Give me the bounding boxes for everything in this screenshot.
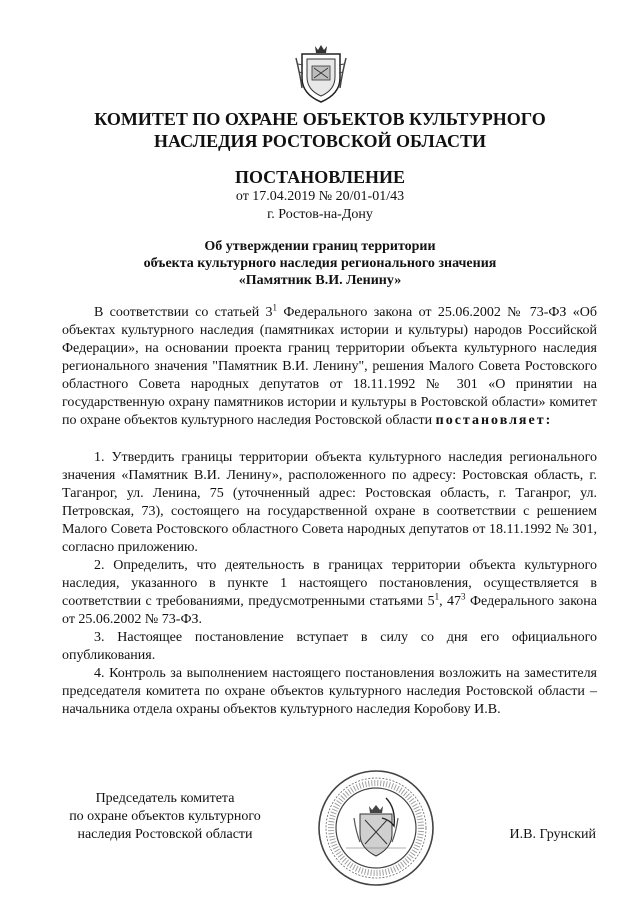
preamble-superscript: 1	[272, 302, 278, 313]
item-2-paragraph	[62, 557, 597, 629]
preamble-paragraph	[62, 304, 597, 430]
item-1-paragraph: 1. Утвердить границы территории объекта культурного наследия регионального значения «Памятник В.И. Ленину», расположенного по адресу: Ростовская область, г. Таганрог, ул. Ленина, 75 (уточненный адрес: Ростовская область, г. Таганрог, ул. Петровская, 73), состоящего на государственной охране в соответствии с решением Малого Совета Ростовского областного Совета народных депутатов от 18.11.1992 № 301, согласно приложению.	[62, 450, 597, 555]
position-line1: Председатель комитета	[95, 791, 235, 806]
subject-line1: Об утверждении границ территории	[204, 239, 436, 254]
signer-name: И.В. Грунский	[509, 827, 596, 842]
subject-line2: объекта культурного наследия регионального значения	[143, 256, 497, 271]
item-2-text-2: , 47	[439, 594, 462, 609]
document-meta	[60, 188, 580, 224]
position-line2: по охране объектов культурного	[69, 809, 261, 824]
document-date-number: от 17.04.2019 № 20/01-01/43	[235, 189, 405, 204]
item-2-text-1: 2. Определить, что деятельность в границах территории объекта культурного наследия, указанного в пункте 1 настоящего постановления, осуществляется в соответствии с требованиями, предусмотренными статьями 5	[62, 558, 597, 609]
preamble-text-1: В соответствии со статьей 3	[94, 305, 273, 320]
item-2-superscript-2: 3	[461, 591, 466, 602]
subject-line3: «Памятник В.И. Ленину»	[238, 273, 402, 288]
org-title-line1: КОМИТЕТ ПО ОХРАНЕ ОБЪЕКТОВ КУЛЬТУРНОГО	[94, 109, 546, 129]
preamble-text-2: Федерального закона от 25.06.2002 № 73-ФЗ «Об объектах культурного наследия (памятниках истории и культуры) народов Российской Федерации», на основании проекта границ территории объекта культурного наследия регионального значения "Памятник В.И. Ленину", решения Малого Совета Ростовского областного Совета народных депутатов от 18.11.1992 № 301 «О принятии на государственную охрану памятников истории и культуры в Ростовской области» комитет по охране объектов культурного наследия Ростовской области	[62, 305, 597, 428]
document-city: г. Ростов-на-Дону	[267, 207, 373, 222]
position-line3: наследия Ростовской области	[77, 827, 253, 842]
decree-word: постановляет:	[435, 413, 553, 428]
coat-of-arms-icon	[294, 44, 348, 104]
organization-title	[60, 108, 580, 152]
item-4-paragraph: 4. Контроль за выполнением настоящего постановления возложить на заместителя председателя комитета по охране объектов культурного наследия Ростовской области – начальника отдела охраны объектов культурного наследия Коробову И.В.	[62, 666, 597, 717]
item-3-paragraph: 3. Настоящее постановление вступает в силу со дня его официального опубликования.	[62, 630, 597, 663]
document-type: ПОСТАНОВЛЕНИЕ	[234, 167, 406, 187]
document-subject	[60, 238, 580, 289]
item-2-superscript-1: 1	[434, 591, 440, 602]
official-seal-icon	[316, 768, 436, 888]
document-body	[62, 304, 597, 719]
item-2-text-3: Федерального закона от 25.06.2002 № 73-ФЗ.	[62, 594, 598, 627]
signatory-position	[62, 790, 268, 844]
org-title-line2: НАСЛЕДИЯ РОСТОВСКОЙ ОБЛАСТИ	[154, 131, 486, 151]
